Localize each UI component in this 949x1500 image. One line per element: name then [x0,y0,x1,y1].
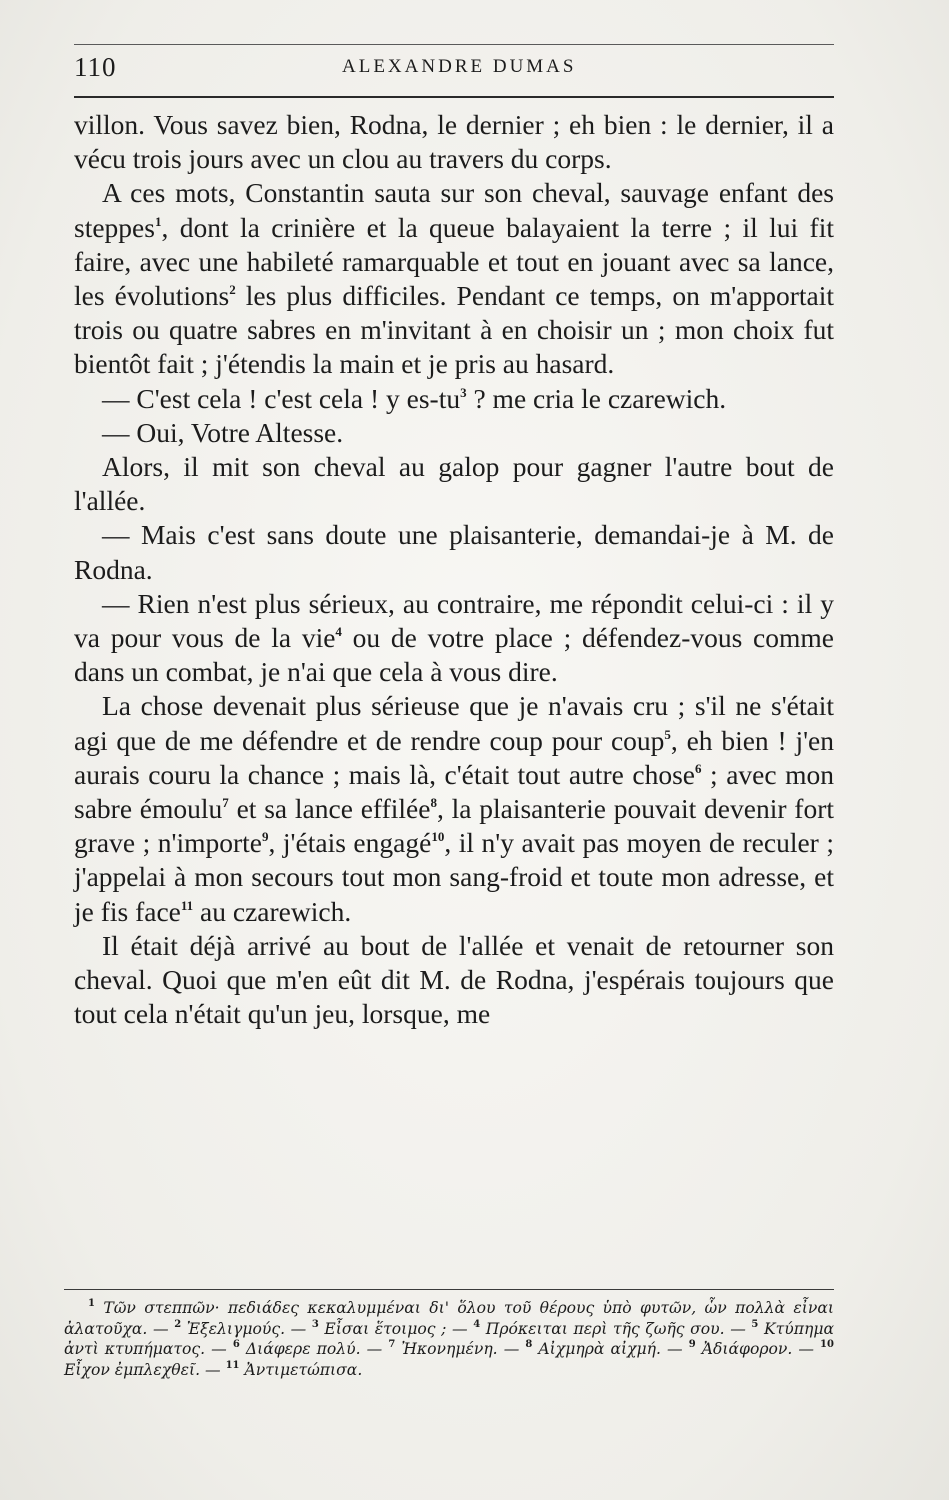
text-run: et sa lance effilée [228,793,431,825]
footnote-ref: 11 [180,897,194,913]
footnote-number: 1 [88,1298,95,1309]
page-header [74,52,834,92]
footnote-text: Πρόκειται περὶ τῆς ζωῆς σου. — [480,1319,746,1338]
paragraph-7 [74,587,834,690]
footnote-text: Τῶν στεππῶν· πεδιάδες κεκαλυμμέναι δι' ὅλου τοῦ θέρους ὑπὸ φυτῶν, ὧν πολλὰ εἶναι ἀλατοῦχα. — [64,1299,834,1338]
text-run: ? me cria le czarewich. [466,382,727,414]
text-run: — Mais c'est sans doute une plaisanterie, demandai-je à M. de Rodna. [74,519,834,585]
footnote-ref: 9 [262,829,269,845]
text-run: , j'étais engagé [268,827,432,859]
footnote-text: Ἠκονημένη. — [395,1340,520,1358]
footnote-ref: 3 [460,384,467,400]
text-run: , il n'y avait pas moyen de reculer ; j'appelai à mon secours tout mon sang-froid et toute mon adresse, et je fis face [74,827,835,927]
footnotes [64,1298,834,1380]
paragraph-9 [74,929,834,1032]
footnote-number: 7 [388,1339,396,1350]
footnote-text: Αἰχμηρὰ αἰχμή. — [532,1340,683,1358]
footnote-block [64,1298,834,1380]
footnote-rule [64,1289,834,1290]
text-run: A ces mots, Constantin sauta sur son cheval, sauvage enfant des steppes [74,177,834,243]
text-run: , dont la crinière et la queue balayaient la terre ; il lui fit faire, avec une habileté ramarquable et tout en jouant avec sa lance, les évolutions [74,211,834,312]
header-rule [74,96,834,98]
text-run: , eh bien ! j'en aurais couru la chance ; mais là, c'était tout autre chose [74,724,834,790]
text-run: ; avec mon sabre émoulu [74,758,834,825]
paragraph-3 [74,382,834,416]
paragraph-5 [74,450,834,518]
footnote-number: 2 [174,1318,182,1330]
footnote-ref: 5 [664,726,671,742]
paragraph-2 [74,176,834,381]
footnote-ref: 2 [229,282,236,298]
footnote-ref: 1 [154,213,162,229]
footnote-text: Ἐξελιγμούς. — [181,1319,307,1338]
footnote-number: 6 [232,1339,240,1350]
footnote-ref: 8 [430,795,437,811]
footnote-number: 4 [473,1318,481,1330]
footnote-ref: 7 [222,795,229,811]
paragraph-1 [74,108,834,176]
text-run: , la plaisanterie pouvait devenir fort grave ; n'importe [74,793,834,859]
footnote-number: 8 [525,1339,533,1350]
main-text [74,108,834,1031]
running-title: ALEXANDRE DUMAS [342,56,577,77]
footnote-text: Ἀδιάφορον. — [695,1340,814,1358]
paragraph-4 [74,416,834,450]
footnote-ref: 4 [335,624,342,640]
footnote-ref: 6 [694,760,702,776]
text-run: Alors, il mit son cheval au galop pour gagner l'autre bout de l'allée. [74,451,834,517]
footnote-number: 9 [688,1339,696,1350]
footnote-text: Διάφερε πολύ. — [239,1340,383,1358]
footnote-number: 10 [820,1339,834,1350]
text-run: au czarewich. [193,895,352,927]
footnote-number: 5 [751,1318,759,1330]
text-run: villon. Vous savez bien, Rodna, le dernier ; eh bien : le dernier, il a vécu trois jours avec un clou au travers du corps. [74,109,834,175]
footnote-text: Εἶσαι ἕτοιμος ; — [318,1319,468,1338]
paragraph-6 [74,518,834,586]
page-number: 110 [74,52,117,82]
footnote-number: 3 [311,1318,319,1330]
footnote-text: Εἶχον ἐμπλεχθεῖ. — [64,1360,221,1379]
footnote-text: Ἀντιμετώπισα. [239,1360,363,1379]
footnote-ref: 10 [431,829,445,845]
top-rule [74,44,834,45]
footnote-text: Κτύπημα ἀντὶ κτυπήματος. — [64,1319,834,1358]
text-run: les plus difficiles. Pendant ce temps, on m'apportait trois ou quatre sabres en m'invitant à en choisir un ; mon choix fut bientôt fait ; j'étendis la main et je pris au hasard. [74,280,834,380]
text-run: — C'est cela ! c'est cela ! y es-tu [102,382,461,414]
paragraph-8 [74,689,834,928]
footnote-number: 11 [225,1359,240,1371]
text-run: — Oui, Votre Altesse. [102,416,344,448]
text-run: La chose devenait plus sérieuse que je n'avais cru ; s'il ne s'était agi que de me défendre et de rendre coup pour coup [74,690,834,756]
text-run: ou de votre place ; défendez-vous comme dans un combat, je n'ai que cela à vous dire. [74,622,834,688]
text-run: Il était déjà arrivé au bout de l'allée et venait de retourner son cheval. Quoi que m'en eût dit M. de Rodna, j'espérais toujours que tout cela n'était qu'un jeu, lorsque, me [74,929,834,1030]
text-run: — Rien n'est plus sérieux, au contraire, me répondit celui-ci : il y va pour vous de la vie [74,587,834,654]
